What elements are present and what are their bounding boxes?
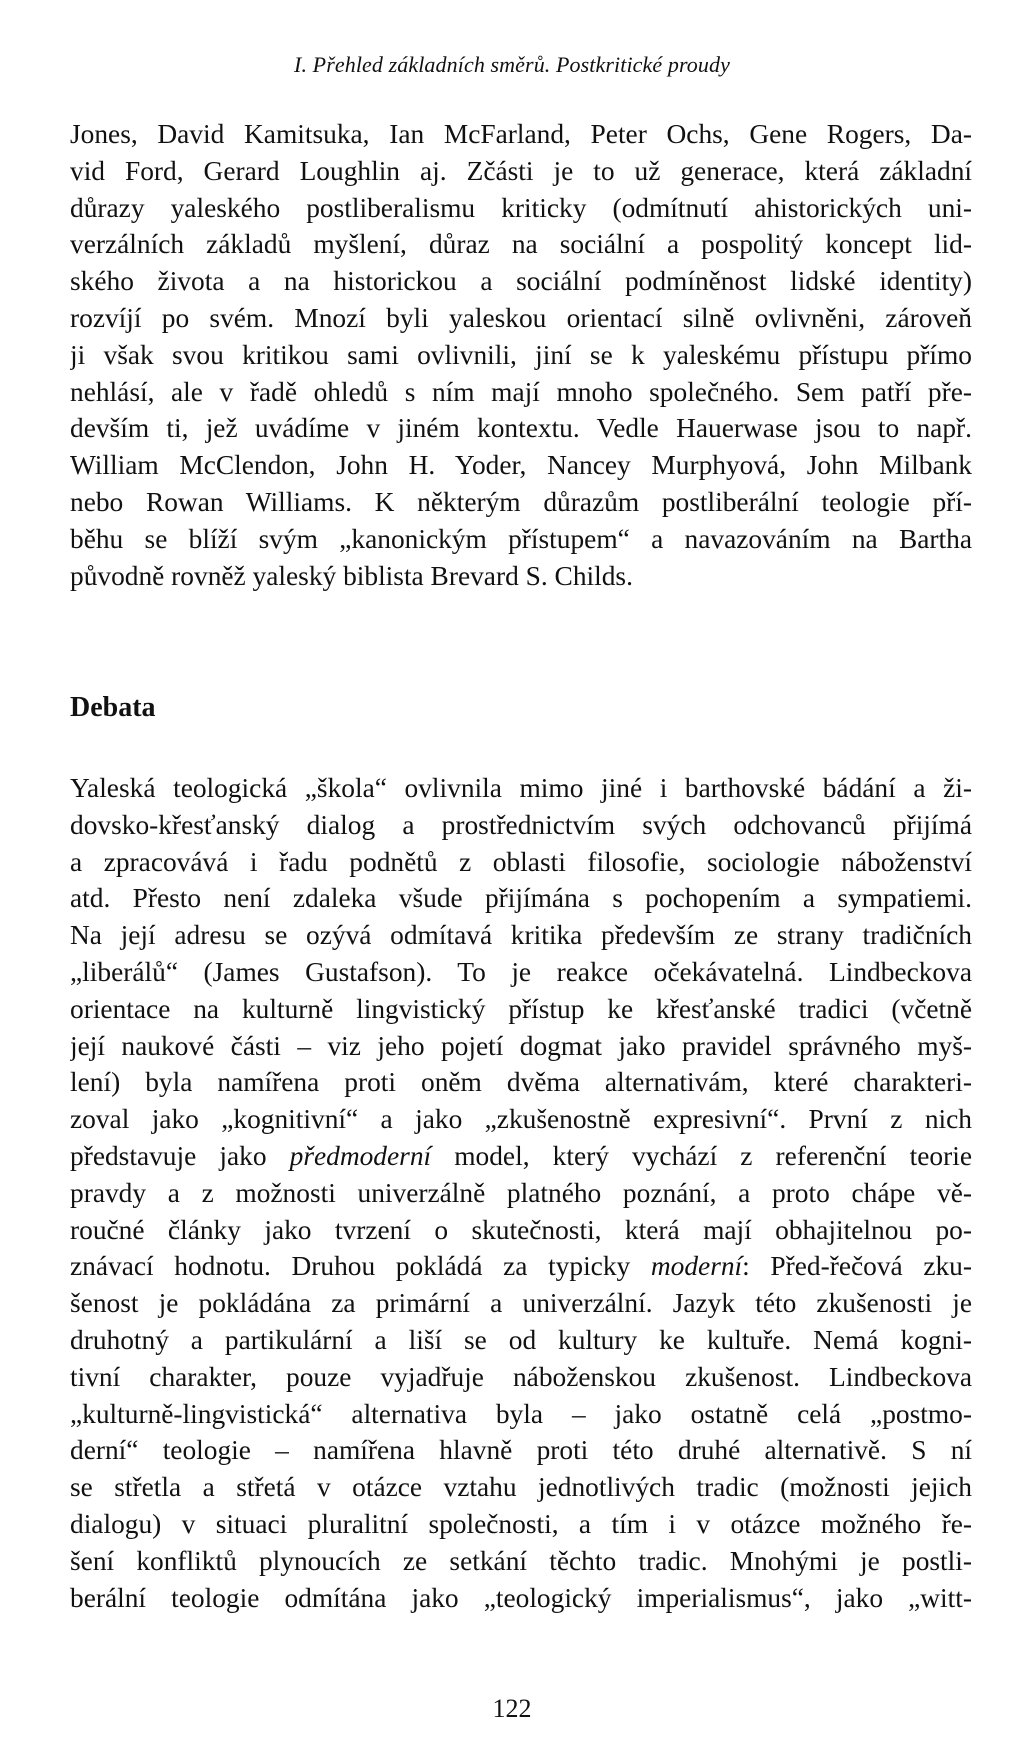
text-line: devším ti, jež uvádíme v jiném kontextu. Vedle Hauerwase jsou to např.	[70, 413, 972, 444]
text-line: pravdy a z možnosti univerzálně platného poznání, a proto chápe vě-	[70, 1177, 972, 1208]
text-line: se střetla a střetá v otázce vztahu jednotlivých tradic (možnosti jejich	[70, 1472, 972, 1503]
text-line: nebo Rowan Williams. K některým důrazům postliberální teologie pří-	[70, 486, 972, 517]
text-line: a zpracovává i řadu podnětů z oblasti filosofie, sociologie náboženství	[70, 846, 972, 877]
text-line: roučné články jako tvrzení o skutečnosti, která mají obhajitelnou po-	[70, 1214, 972, 1245]
paragraph-1	[70, 116, 972, 594]
text-line: derní“ teologie – namířena hlavně proti této druhé alternativě. S ní	[70, 1435, 972, 1466]
text-line: dialogu) v situaci pluralitní společnosti, a tím i v otázce možného ře-	[70, 1508, 972, 1539]
text-line: Na její adresu se ozývá odmítavá kritika především ze strany tradičních	[70, 920, 972, 951]
text-line: původně rovněž yaleský biblista Brevard S. Childs.	[70, 560, 633, 591]
text-line: znávací hodnotu. Druhou pokládá za typicky moderní: Před-řečová zku-	[70, 1251, 972, 1282]
text-line: „liberálů“ (James Gustafson). To je reakce očekávatelná. Lindbeckova	[70, 956, 972, 987]
text-line: Jones, David Kamitsuka, Ian McFarland, Peter Ochs, Gene Rogers, Da-	[70, 119, 972, 149]
text-line: „kulturně-lingvistická“ alternativa byla – jako ostatně celá „postmo-	[70, 1398, 972, 1429]
text-line: šení konfliktů plynoucích ze setkání těchto tradic. Mnohými je postli-	[70, 1545, 972, 1576]
text-line: šenost je pokládána za primární a univerzální. Jazyk této zkušenosti je	[70, 1288, 972, 1319]
text-line: její naukové části – viz jeho pojetí dogmat jako pravidel správného myš-	[70, 1030, 972, 1061]
text-line: atd. Přesto není zdaleka všude přijímána s pochopením a sympatiemi.	[70, 883, 972, 914]
text-line: důrazy yaleského postliberalismu kriticky (odmítnutí ahistorických uni-	[70, 192, 972, 223]
text-line: běhu se blíží svým „kanonickým přístupem“ a navazováním na Bartha	[70, 523, 972, 554]
running-head: I. Přehled základních směrů. Postkritické proudy	[294, 52, 730, 77]
text-line: Yaleská teologická „škola“ ovlivnila mimo jiné i barthovské bádání a ži-	[70, 773, 972, 803]
text-line: rozvíjí po svém. Mnozí byli yaleskou orientací silně ovlivněni, zároveň	[70, 302, 972, 333]
text-line: orientace na kulturně lingvistický přístup ke křesťanské tradici (včetně	[70, 993, 972, 1024]
text-line: berální teologie odmítána jako „teologický imperialismus“, jako „witt-	[70, 1582, 972, 1613]
text-line: zoval jako „kognitivní“ a jako „zkušenostně expresivní“. První z nich	[70, 1104, 972, 1135]
text-line: tivní charakter, pouze vyjadřuje náboženskou zkušenost. Lindbeckova	[70, 1361, 972, 1392]
paragraph-2	[70, 770, 972, 1616]
text-line: druhotný a partikulární a liší se od kultury ke kultuře. Nemá kogni-	[70, 1324, 972, 1355]
text-line: ského života a na historickou a sociální podmíněnost lidské identity)	[70, 266, 972, 297]
text-line: verzálních základů myšlení, důraz na sociální a pospolitý koncept lid-	[70, 229, 972, 260]
text-line: představuje jako předmoderní model, který vychází z referenční teorie	[70, 1140, 972, 1171]
text-line: vid Ford, Gerard Loughlin aj. Zčásti je to už generace, která základní	[70, 155, 972, 186]
text-line: nehlásí, ale v řadě ohledů s ním mají mnoho společného. Sem patří pře-	[70, 376, 972, 407]
section-heading: Debata	[70, 692, 156, 723]
page-number: 122	[492, 1694, 532, 1723]
text-line: ji však svou kritikou sami ovlivnili, jiní se k yaleskému přístupu přímo	[70, 339, 972, 370]
text-line: dovsko-křesťanský dialog a prostřednictvím svých odchovanců přijímá	[70, 809, 972, 840]
text-line: lení) byla namířena proti oněm dvěma alternativám, které charakteri-	[70, 1067, 972, 1098]
text-line: William McClendon, John H. Yoder, Nancey Murphyová, John Milbank	[70, 450, 972, 481]
